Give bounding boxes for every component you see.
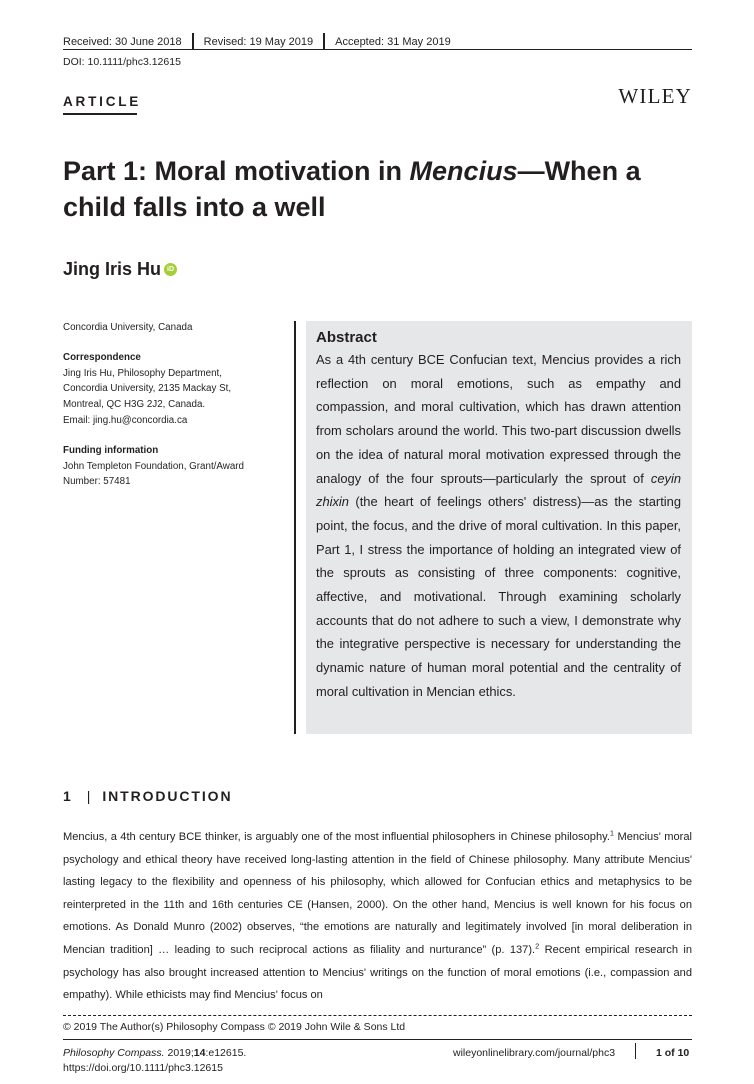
footnote-ref-1[interactable]: 1 bbox=[609, 828, 615, 838]
orcid-icon[interactable]: iD bbox=[164, 263, 177, 276]
author-info-sidebar bbox=[63, 320, 283, 490]
journal-year: 2019; bbox=[164, 1047, 194, 1059]
correspondence-email[interactable]: Email: jing.hu@concordia.ca bbox=[63, 414, 188, 426]
header-rule bbox=[63, 49, 692, 50]
copyright: © 2019 The Author(s) Philosophy Compass © 2019 John Wile & Sons Ltd bbox=[63, 1021, 406, 1033]
date-separator bbox=[192, 33, 194, 50]
title-part-1: Part 1: Moral motivation in bbox=[63, 156, 410, 186]
correspondence-line: Concordia University, 2135 Mackay St, bbox=[63, 383, 232, 395]
author bbox=[63, 259, 177, 280]
section-heading bbox=[63, 788, 232, 804]
revised-date: Revised: 19 May 2019 bbox=[203, 35, 314, 48]
journal-volume: 14 bbox=[193, 1047, 206, 1059]
journal-citation bbox=[63, 1047, 246, 1059]
abstract-text bbox=[316, 348, 681, 704]
section-title: INTRODUCTION bbox=[102, 788, 233, 804]
date-separator bbox=[323, 33, 325, 50]
correspondence-line: Montreal, QC H3G 2J2, Canada. bbox=[63, 399, 206, 411]
journal-name: Philosophy Compass. bbox=[63, 1047, 165, 1059]
journal-article: :e12615. bbox=[205, 1047, 247, 1059]
abstract-left-rule bbox=[294, 321, 296, 734]
paper-title bbox=[63, 153, 703, 225]
intro-text-3: Recent empirical research in psychology has also brought increased attention to Mencius' writings on the function of moral emotions (i.e., compassion and empathy). While ethicists may find Mencius' focus on bbox=[63, 943, 692, 1002]
author-name[interactable]: Jing Iris Hu bbox=[63, 259, 162, 279]
funding-heading: Funding information bbox=[63, 444, 159, 456]
abstract-heading: Abstract bbox=[316, 329, 377, 346]
section-number: 1 bbox=[63, 788, 73, 804]
funding-line: John Templeton Foundation, Grant/Award bbox=[63, 460, 244, 472]
section-separator: | bbox=[86, 788, 91, 804]
publication-dates bbox=[63, 33, 451, 50]
correspondence-line: Jing Iris Hu, Philosophy Department, bbox=[63, 367, 222, 379]
title-italic: Mencius bbox=[409, 156, 518, 186]
intro-text-1: Mencius, a 4th century BCE thinker, is arguably one of the most influential philosophers in Chinese philosophy. bbox=[63, 831, 610, 843]
intro-text-2: Mencius' moral psychology and ethical theory have received long-lasting attention in the field of Chinese philosophy. Many attribute Mencius' lasting legacy to the flexibility and openness of his philosophy, which allowed for Confucian ethics and metaphysics to be reinterpreted in the 11th and 16th centuries CE (Hansen, 2000). On the other hand, Mencius is well known for his focus on emotions. As Donald Munro (2002) observes, “the emotions are naturally and legitimately involved [in moral deliberation in Mencian tradition] … leading to such reciprocal actions as filiality and nurturance” (p. 137). bbox=[63, 831, 692, 956]
funding-line: Number: 57481 bbox=[63, 476, 131, 488]
affiliation: Concordia University, Canada bbox=[63, 322, 193, 333]
publisher-logo: WILEY bbox=[618, 84, 692, 108]
abstract-text-part-1: As a 4th century BCE Confucian text, Mencius provides a rich reflection on moral emotions, such as empathy and compassion, and moral cultivation, which has drawn attention from scholars around the world. This two-part discussion dwells on the idea of natural moral motivation expressed through the analogy of the four sprouts—particularly the sprout of bbox=[316, 352, 681, 486]
footer-rule bbox=[63, 1039, 692, 1040]
intro-paragraph bbox=[63, 826, 692, 1007]
article-type-label: ARTICLE bbox=[63, 94, 142, 109]
doi-link[interactable]: https://doi.org/10.1111/phc3.12615 bbox=[63, 1062, 223, 1074]
abstract-text-part-2: (the heart of feelings others' distress)—as the starting point, the focus, and the drive of moral cultivation. In this paper, Part 1, I stress the importance of holding an integrated view of the sprouts as consisting of three components: cognitive, affective, and motivational. Through examining scholarly accounts that do not adhere to such a view, I demonstrate why the integrative perspective is necessary for understanding the dynamic nature of human moral potential and the centrality of moral cultivation in Mencian ethics. bbox=[316, 494, 681, 699]
correspondence-heading: Correspondence bbox=[63, 351, 141, 363]
title-part-2: —When a child falls into a well bbox=[63, 156, 641, 222]
accepted-date: Accepted: 31 May 2019 bbox=[335, 35, 451, 48]
received-date: Received: 30 June 2018 bbox=[63, 35, 182, 48]
page-number: 1 of 10 bbox=[656, 1047, 690, 1059]
journal-url[interactable]: wileyonlinelibrary.com/journal/phc3 bbox=[453, 1047, 616, 1059]
footer-dashed-rule bbox=[63, 1015, 692, 1016]
abstract-text-italic: ceyin zhixin bbox=[316, 470, 681, 510]
abstract-box bbox=[306, 321, 692, 734]
article-label-underline bbox=[63, 113, 137, 115]
footnote-ref-2[interactable]: 2 bbox=[535, 941, 540, 951]
doi: DOI: 10.1111/phc3.12615 bbox=[63, 56, 181, 68]
footer-separator bbox=[635, 1043, 636, 1059]
